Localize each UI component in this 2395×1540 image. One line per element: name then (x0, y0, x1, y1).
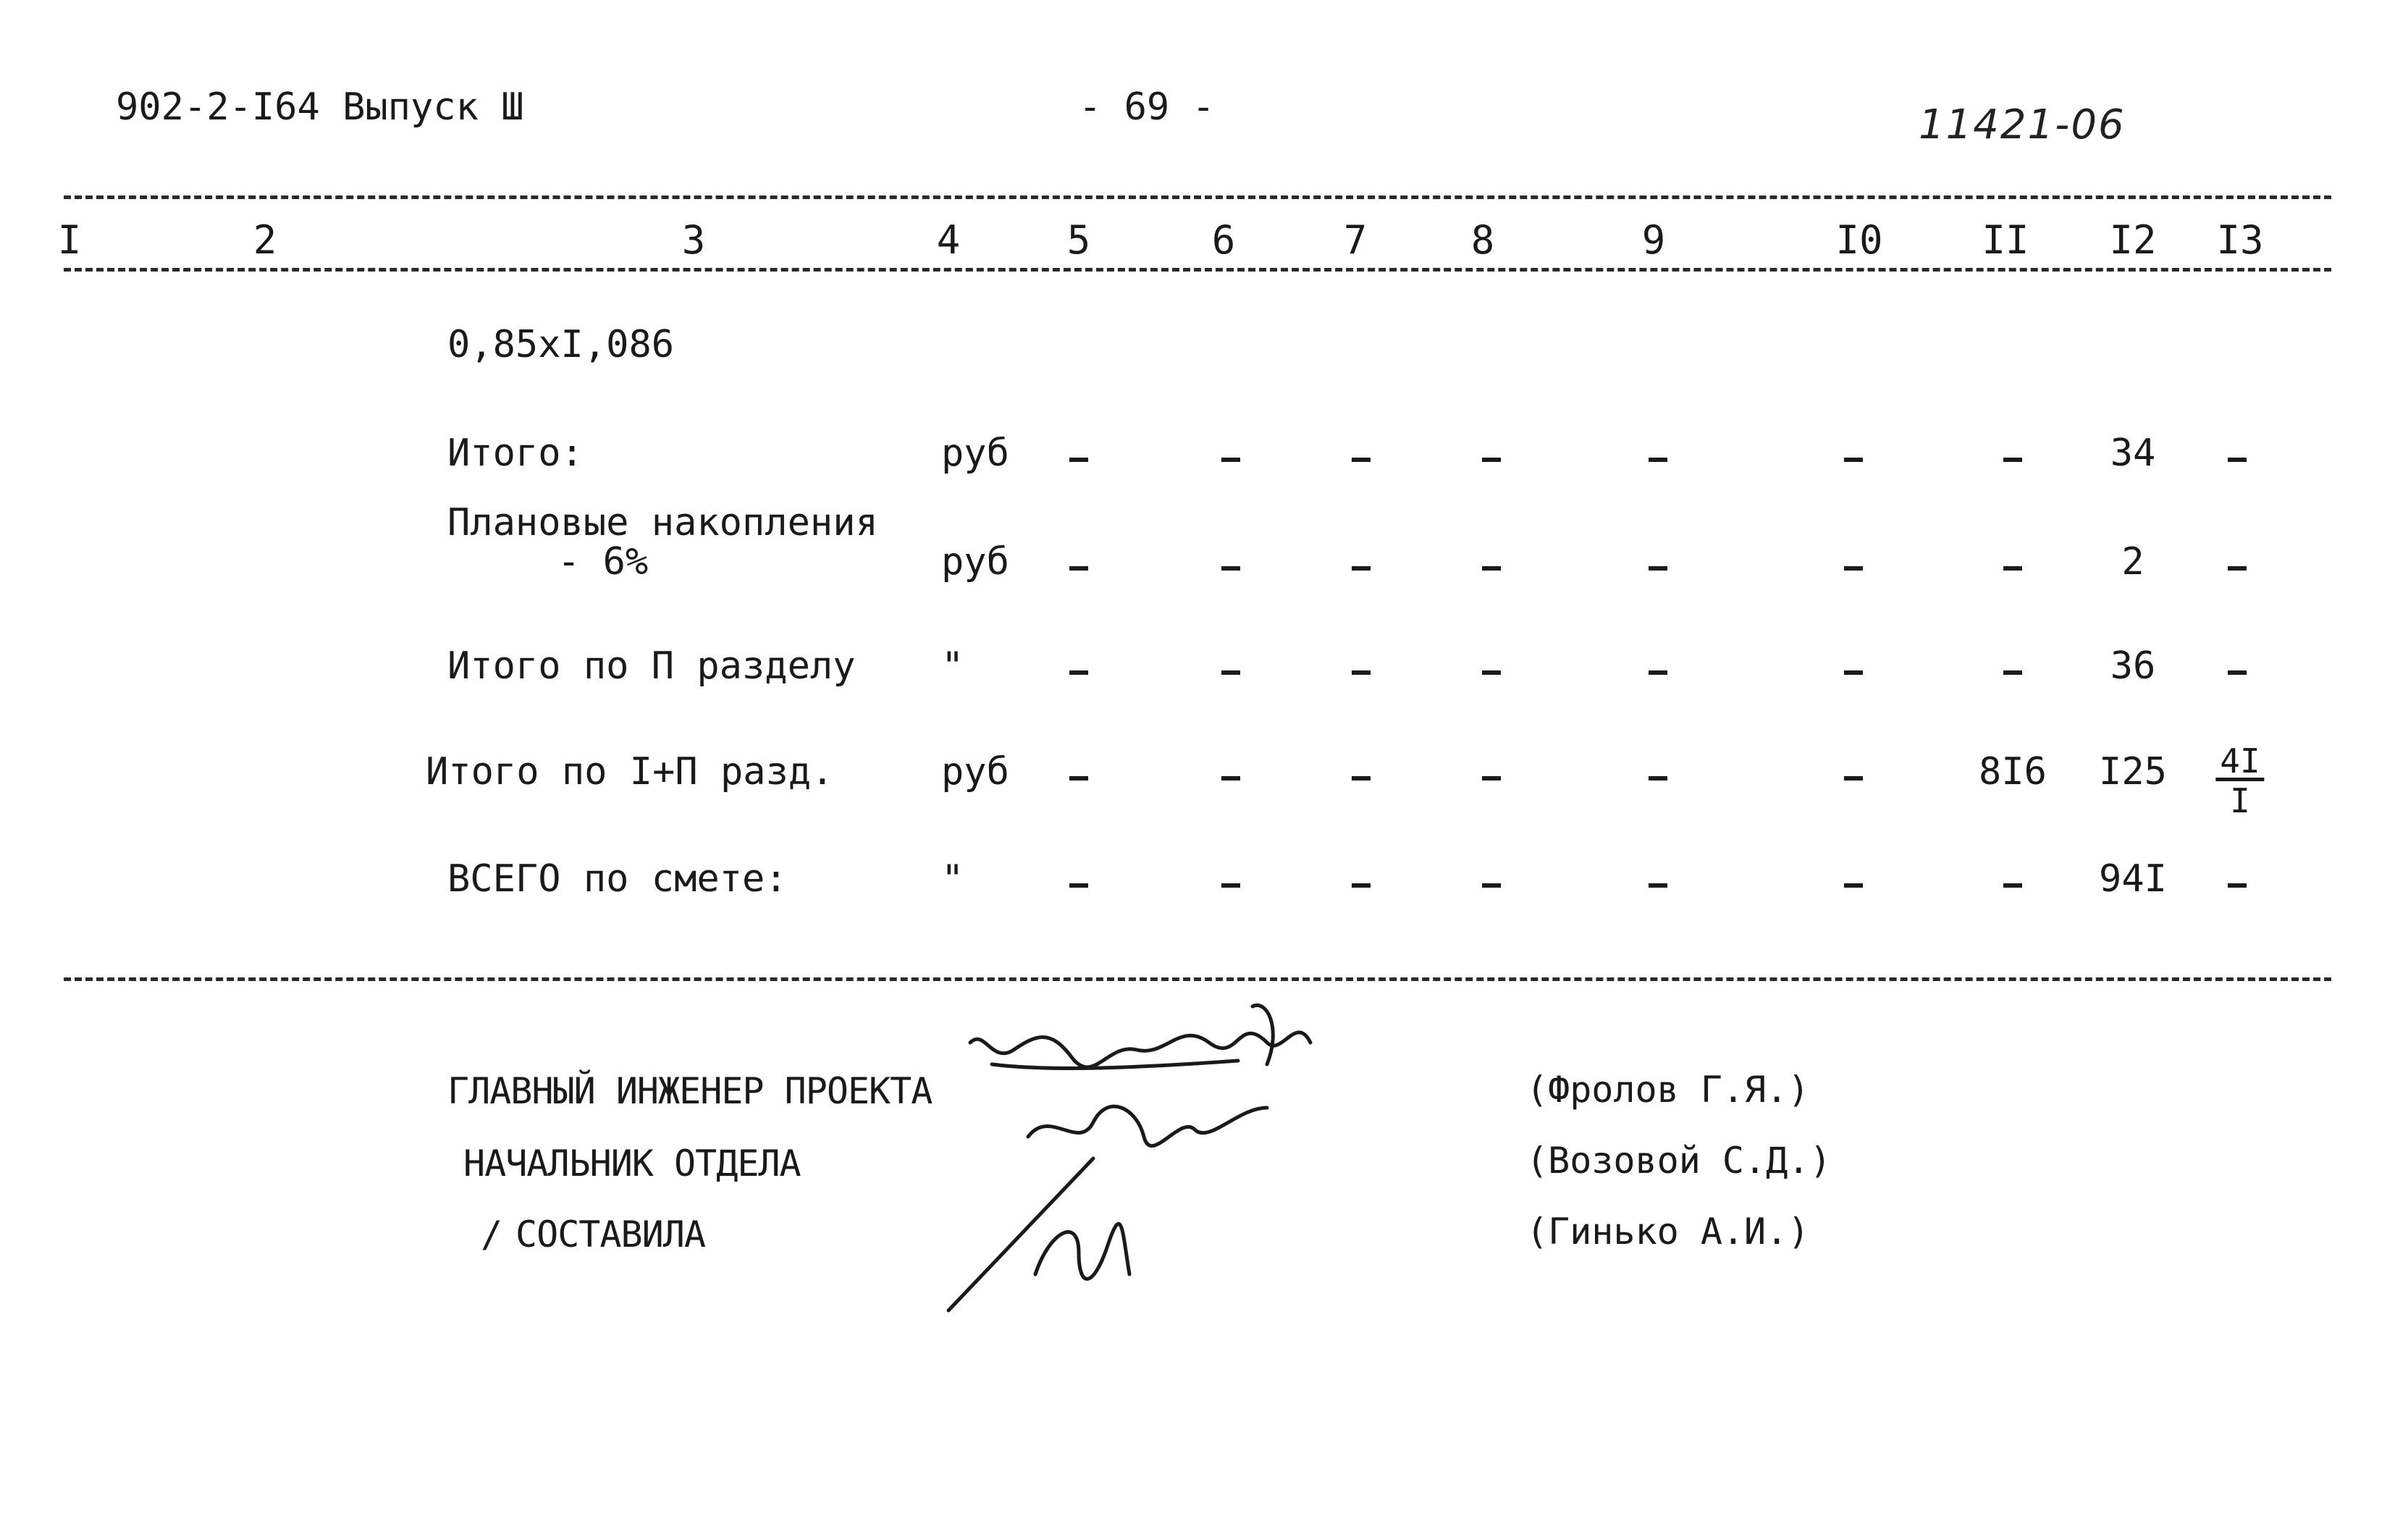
empty-value-dash (1069, 649, 1088, 692)
value-cell: 36 (2110, 644, 2156, 688)
value-cell: 2 (2121, 540, 2144, 584)
column-number: 5 (1066, 217, 1091, 263)
column-header-rule (64, 268, 2331, 272)
fraction-numerator: 4I (2215, 744, 2264, 781)
empty-value-dash (1844, 436, 1863, 479)
column-number: 6 (1211, 217, 1236, 263)
row-label: 0,85xI,086 (447, 323, 675, 366)
value-cell: 34 (2110, 432, 2156, 475)
value-cell: 94I (2099, 857, 2167, 901)
table-top-rule (64, 195, 2331, 199)
empty-value-dash (1482, 544, 1501, 588)
empty-value-dash (1482, 754, 1501, 798)
signature-name-chief-engineer: (Фролов Г.Я.) (1526, 1069, 1810, 1111)
empty-value-dash (1649, 436, 1667, 479)
empty-value-dash (2228, 544, 2247, 588)
archive-number: 11421-06 (1919, 101, 2126, 148)
column-number: 8 (1470, 217, 1495, 263)
signature-title-department-head: НАЧАЛЬНИК ОТДЕЛА (463, 1143, 801, 1185)
unit-cell: руб (941, 432, 1009, 475)
column-number: 9 (1641, 217, 1666, 263)
empty-value-dash (2003, 649, 2022, 692)
table-bottom-rule (64, 977, 2331, 981)
fraction-denominator: I (2230, 781, 2250, 820)
empty-value-dash (1649, 544, 1667, 588)
column-number: 2 (253, 217, 277, 263)
signature-title-compiled-by: СОСТАВИЛА (515, 1213, 705, 1255)
empty-value-dash (2228, 436, 2247, 479)
column-number: I0 (1835, 217, 1883, 263)
empty-value-dash (2003, 862, 2022, 905)
fraction-value (2215, 741, 2264, 820)
column-number: 7 (1343, 217, 1368, 263)
empty-value-dash (2003, 544, 2022, 588)
column-number: 3 (681, 217, 706, 263)
signature-name-compiled-by: (Гинько А.И.) (1526, 1211, 1810, 1253)
empty-value-dash (1352, 754, 1371, 798)
empty-value-dash (1221, 754, 1240, 798)
row-label: ВСЕГО по смете: (447, 857, 788, 901)
column-number: I (57, 217, 82, 263)
row-label: Итого: (447, 432, 584, 475)
empty-value-dash (1649, 649, 1667, 692)
empty-value-dash (1069, 544, 1088, 588)
empty-value-dash (1352, 544, 1371, 588)
empty-value-dash (1482, 436, 1501, 479)
empty-value-dash (1352, 436, 1371, 479)
handwritten-signatures-graphic (905, 999, 1354, 1318)
empty-value-dash (1069, 862, 1088, 905)
empty-value-dash (1649, 862, 1667, 905)
empty-value-dash (2228, 862, 2247, 905)
empty-value-dash (1482, 649, 1501, 692)
signature-title-chief-engineer: ГЛАВНЫЙ ИНЖЕНЕР ПРОЕКТА (447, 1070, 933, 1112)
column-number: II (1982, 217, 2029, 263)
empty-value-dash (1221, 436, 1240, 479)
column-number: I3 (2216, 217, 2264, 263)
unit-cell: " (941, 644, 964, 688)
signature-tick-mark: / (481, 1213, 502, 1255)
signature-name-department-head: (Возовой С.Д.) (1526, 1140, 1832, 1182)
unit-cell: " (941, 857, 964, 901)
row-label: Плановые накопления (447, 501, 878, 544)
row-label: Итого по П разделу (447, 644, 856, 688)
empty-value-dash (1844, 862, 1863, 905)
column-number: I2 (2109, 217, 2157, 263)
empty-value-dash (1352, 862, 1371, 905)
page-number: - 69 - (1079, 85, 1215, 129)
value-cell: 8I6 (1979, 750, 2047, 794)
empty-value-dash (1069, 754, 1088, 798)
empty-value-dash (1352, 649, 1371, 692)
unit-cell: руб (941, 750, 1009, 794)
value-cell: I25 (2099, 750, 2167, 794)
empty-value-dash (1482, 862, 1501, 905)
document-code: 902-2-I64 Выпуск Ш (116, 85, 524, 129)
empty-value-dash (1844, 754, 1863, 798)
empty-value-dash (1069, 436, 1088, 479)
empty-value-dash (2003, 436, 2022, 479)
empty-value-dash (1844, 649, 1863, 692)
row-label: Итого по I+П разд. (426, 750, 834, 794)
row-label-continuation: - 6% (557, 540, 649, 584)
empty-value-dash (2228, 649, 2247, 692)
empty-value-dash (1221, 862, 1240, 905)
unit-cell: руб (941, 540, 1009, 584)
column-number: 4 (936, 217, 961, 263)
empty-value-dash (1844, 544, 1863, 588)
empty-value-dash (1221, 544, 1240, 588)
empty-value-dash (1221, 649, 1240, 692)
empty-value-dash (1649, 754, 1667, 798)
